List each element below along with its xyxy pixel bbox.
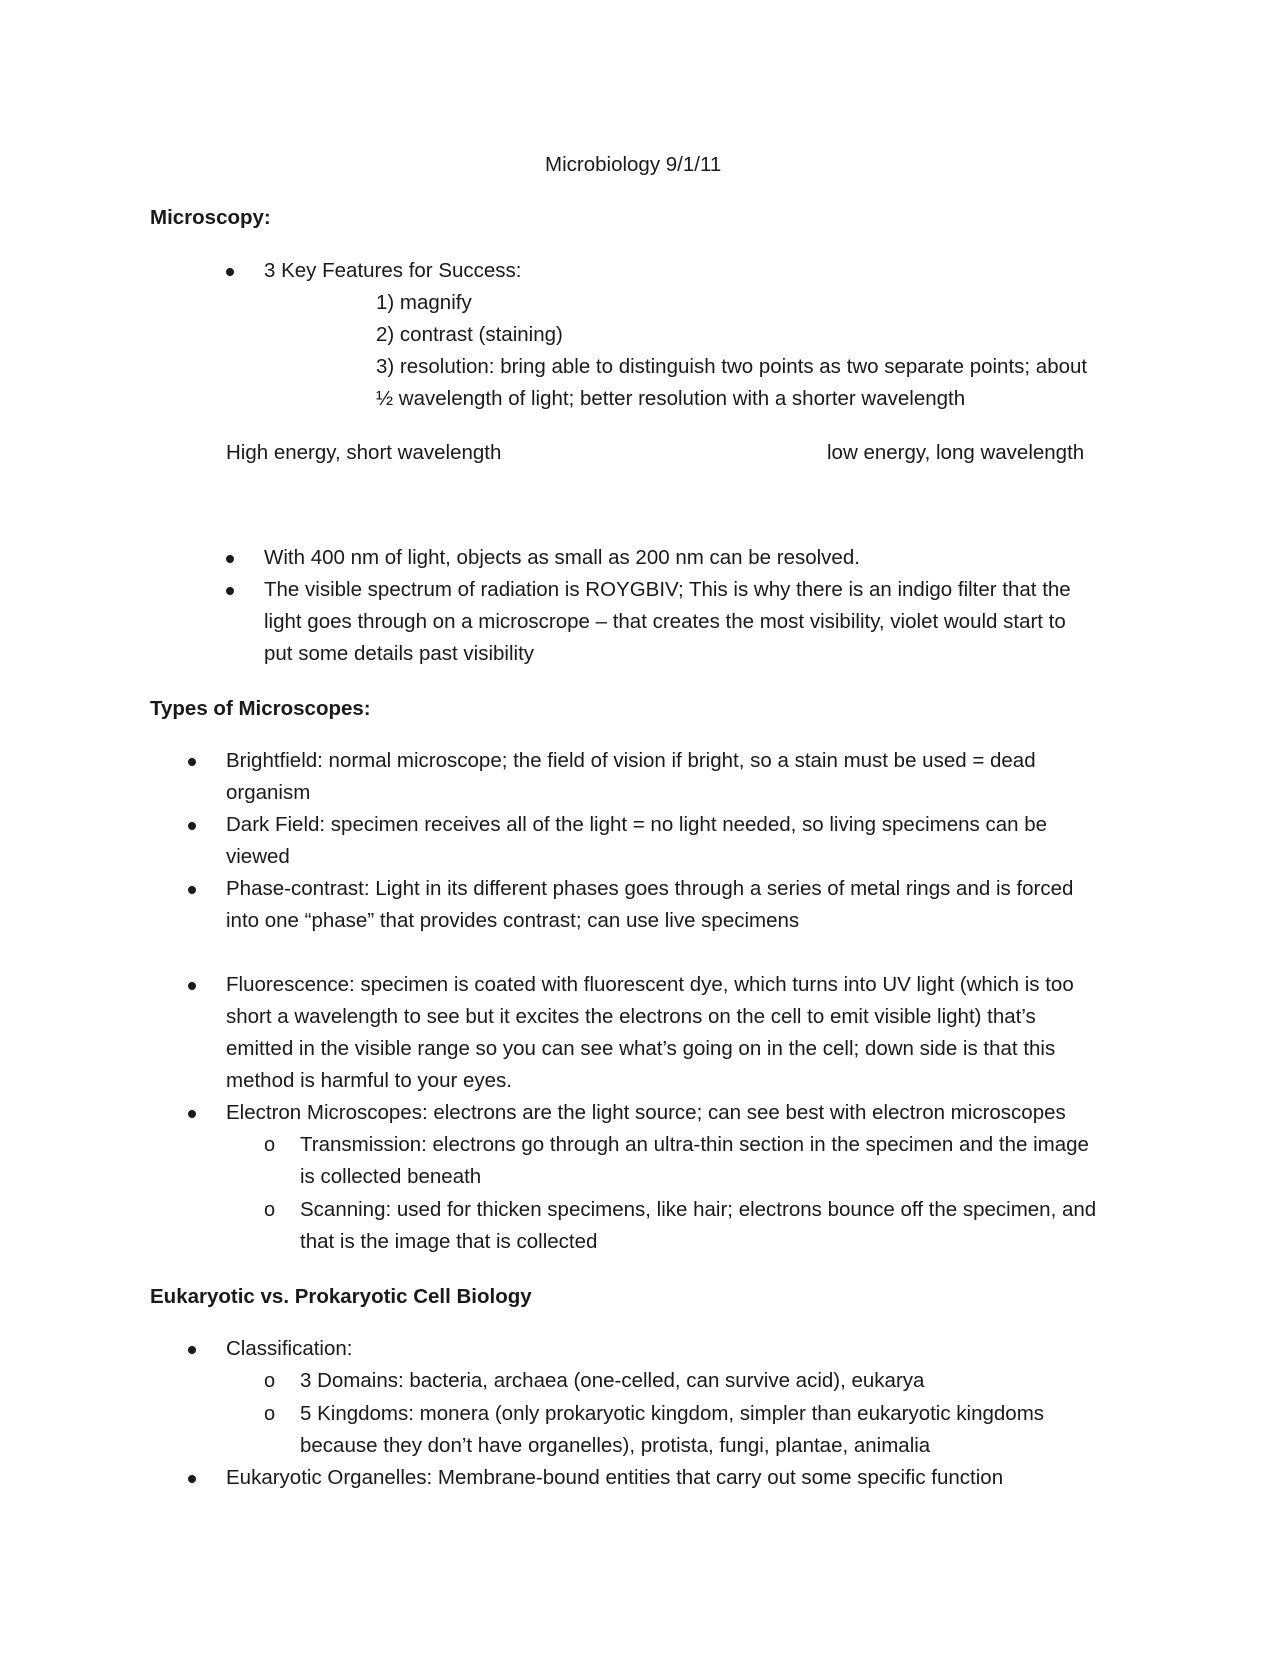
bullet-icon xyxy=(188,758,196,766)
type-electron: Electron Microscopes: electrons are the light source; can see best with electron microscopes xyxy=(226,1101,1066,1124)
spectrum-label-left: High energy, short wavelength xyxy=(226,441,502,464)
type-fluorescence-line-2: short a wavelength to see but it excites the electrons on the cell to emit visible light) that’s xyxy=(226,1005,1036,1028)
page-title: Microbiology 9/1/11 xyxy=(545,153,722,176)
section-heading-cells: Eukaryotic vs. Prokaryotic Cell Biology xyxy=(150,1285,532,1308)
class-kingdoms-line-1: 5 Kingdoms: monera (only prokaryotic kingdom, simpler than eukaryotic kingdoms xyxy=(300,1402,1045,1425)
type-phase-line-2: into one “phase” that provides contrast; can use live specimens xyxy=(226,909,800,932)
classification-label: Classification: xyxy=(226,1337,353,1360)
note-spectrum-line-3: put some details past visibility xyxy=(264,642,535,665)
bullet-icon xyxy=(226,268,234,276)
note-spectrum-line-2: light goes through on a microscrope – that creates the most visibility, violet would start to xyxy=(264,610,1066,633)
bullet-icon xyxy=(226,555,234,563)
circle-bullet-icon: o xyxy=(264,1199,276,1221)
bullet-icon xyxy=(188,1475,196,1483)
note-spectrum-line-1: The visible spectrum of radiation is ROYGBIV; This is why there is an indigo filter that the xyxy=(264,578,1071,601)
bullet-icon xyxy=(226,587,234,595)
electron-transmission-line-1: Transmission: electrons go through an ultra-thin section in the specimen and the image xyxy=(300,1133,1089,1156)
circle-bullet-icon: o xyxy=(264,1134,276,1156)
circle-bullet-icon: o xyxy=(264,1403,276,1425)
type-fluorescence-line-4: method is harmful to your eyes. xyxy=(226,1069,512,1092)
electron-scanning-line-2: that is the image that is collected xyxy=(300,1230,598,1253)
electron-scanning-line-1: Scanning: used for thicken specimens, like hair; electrons bounce off the specimen, and xyxy=(300,1198,1097,1221)
key-features-label: 3 Key Features for Success: xyxy=(264,259,522,282)
type-fluorescence-line-1: Fluorescence: specimen is coated with fluorescent dye, which turns into UV light (which is too xyxy=(226,973,1074,996)
type-darkfield-line-2: viewed xyxy=(226,845,290,868)
bullet-icon xyxy=(188,1110,196,1118)
feature-resolution-cont: ½ wavelength of light; better resolution with a shorter wavelength xyxy=(376,387,966,410)
type-phase-line-1: Phase-contrast: Light in its different phases goes through a series of metal rings and is forced xyxy=(226,877,1074,900)
class-kingdoms-line-2: because they don’t have organelles), protista, fungi, plantae, animalia xyxy=(300,1434,931,1457)
bullet-icon xyxy=(188,822,196,830)
feature-contrast: 2) contrast (staining) xyxy=(376,323,563,346)
feature-magnify: 1) magnify xyxy=(376,291,472,314)
bullet-icon xyxy=(188,982,196,990)
feature-resolution: 3) resolution: bring able to distinguish two points as two separate points; about xyxy=(376,355,1088,378)
bullet-icon xyxy=(188,886,196,894)
section-heading-microscopy: Microscopy: xyxy=(150,206,271,229)
section-heading-types: Types of Microscopes: xyxy=(150,697,371,720)
bullet-icon xyxy=(188,1346,196,1354)
note-resolution: With 400 nm of light, objects as small as 200 nm can be resolved. xyxy=(264,546,860,569)
type-brightfield-line-1: Brightfield: normal microscope; the field of vision if bright, so a stain must be used = dead xyxy=(226,749,1036,772)
electron-transmission-line-2: is collected beneath xyxy=(300,1165,482,1188)
class-domains: 3 Domains: bacteria, archaea (one-celled, can survive acid), eukarya xyxy=(300,1369,925,1392)
spectrum-label-right: low energy, long wavelength xyxy=(827,441,1085,464)
type-brightfield-line-2: organism xyxy=(226,781,311,804)
type-fluorescence-line-3: emitted in the visible range so you can see what’s going on in the cell; down side is that this xyxy=(226,1037,1056,1060)
circle-bullet-icon: o xyxy=(264,1370,276,1392)
type-darkfield-line-1: Dark Field: specimen receives all of the light = no light needed, so living specimens can be xyxy=(226,813,1048,836)
organelles-line: Eukaryotic Organelles: Membrane-bound entities that carry out some specific function xyxy=(226,1466,1004,1489)
